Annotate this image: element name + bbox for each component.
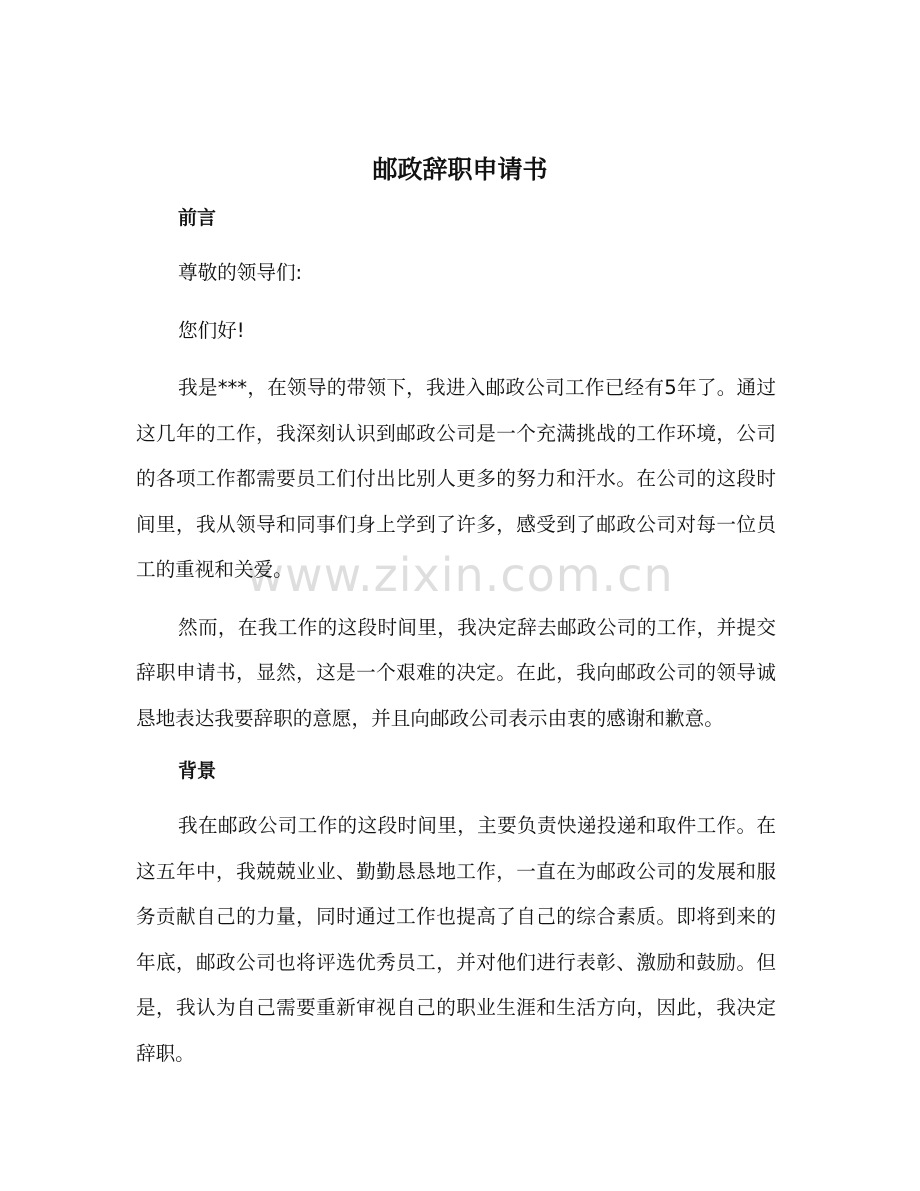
- document-title: 邮政辞职申请书: [372, 155, 548, 184]
- section-heading-preface: 前言: [178, 207, 217, 229]
- paragraph-intro: 我是***，在领导的带领下，我进入邮政公司工作已经有5年了。通过这几年的工作，我深刻认识到邮政公司是一个充满挑战的工作环境，公司的各项工作都需要员工们付出比别人更多的努力和汗水。在公司的这段时间里，我从领导和同事们身上学到了许多，感受到了邮政公司对每一位员工的重视和关爱。: [136, 376, 776, 581]
- document-body: [136, 200, 776, 1076]
- watermark: www.zixin.com.cn: [246, 548, 674, 602]
- paragraph-background: 我在邮政公司工作的这段时间里，主要负责快递投递和取件工作。在这五年中，我兢兢业业、勤勤恳恳地工作，一直在为邮政公司的发展和服务贡献自己的力量，同时通过工作也提高了自己的综合素质。即将到来的年底，邮政公司也将评选优秀员工，并对他们进行表彰、激励和鼓励。但是，我认为自己需要重新审视自己的职业生涯和生活方向，因此，我决定辞职。: [136, 814, 776, 1065]
- salutation: 尊敬的领导们:: [178, 261, 303, 284]
- section-heading-background: 背景: [178, 760, 217, 782]
- paragraph-decision: 然而，在我工作的这段时间里，我决定辞去邮政公司的工作，并提交辞职申请书，显然，这是一个艰难的决定。在此，我向邮政公司的领导诚恳地表达我要辞职的意愿，并且向邮政公司表示由衷的感谢和歉意。: [136, 615, 776, 730]
- greeting: 您们好!: [178, 318, 245, 342]
